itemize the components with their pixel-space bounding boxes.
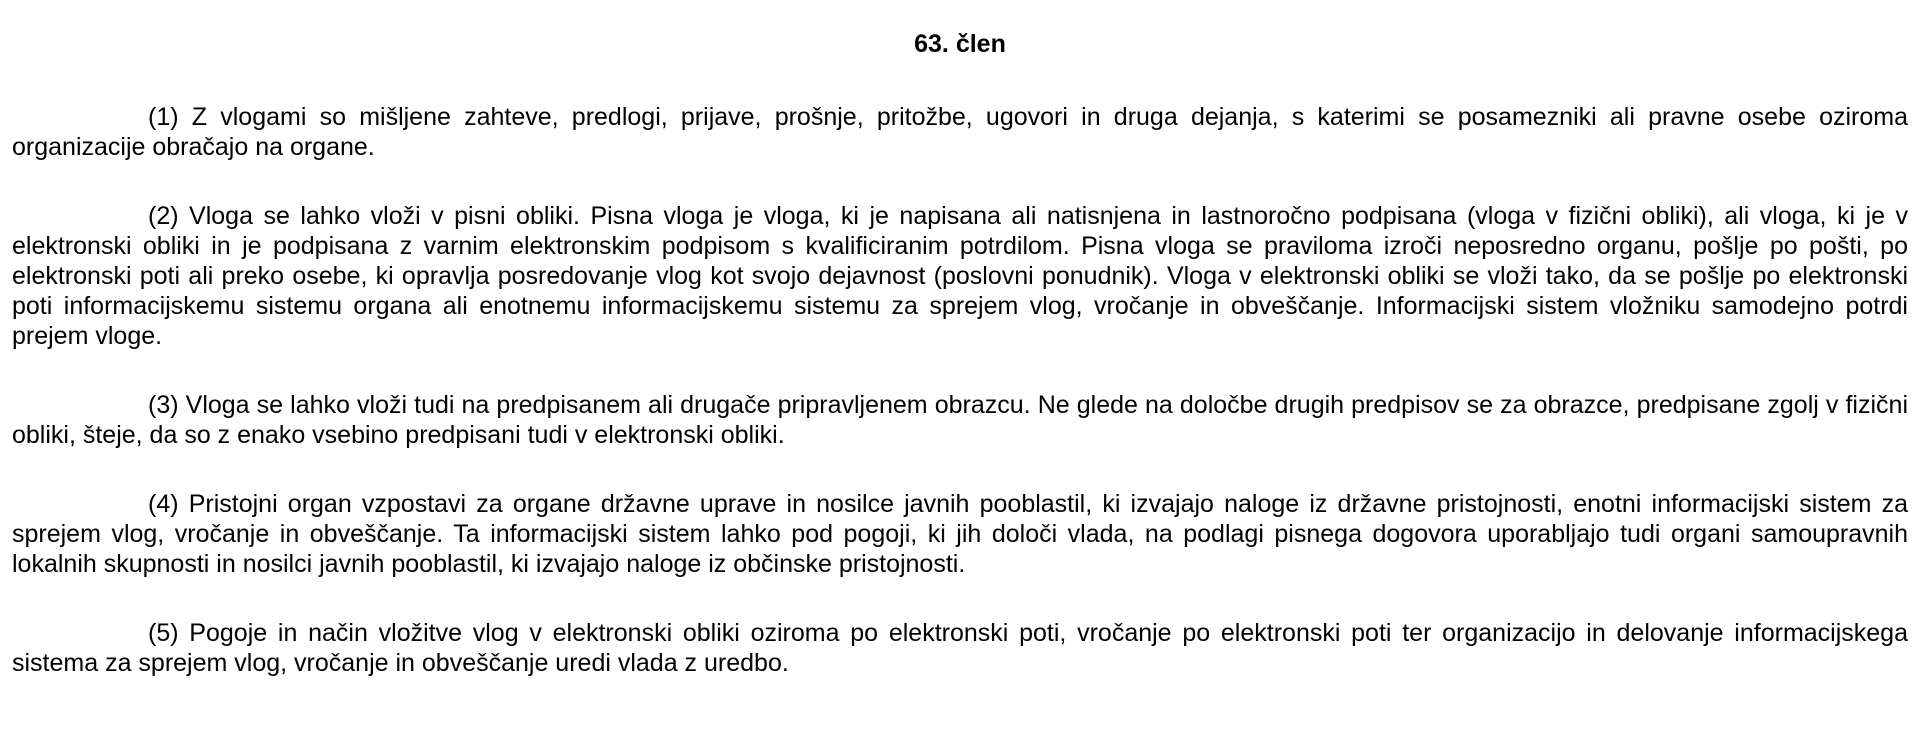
paragraph-4: (4) Pristojni organ vzpostavi za organe državne uprave in nosilce javnih pooblastil, ki izvajajo naloge iz državne pristojnosti, enotni informacijski sistem za sprejem vlog, vročanje in obveščanje. Ta informacijski sistem lahko pod pogoji, ki jih določi vlada, na podlagi pisnega dogovora uporabljajo tudi organi samoupravnih lokalnih skupnosti in nosilci javnih pooblastil, ki izvajajo naloge iz občinske pristojnosti. <box>12 490 1908 578</box>
paragraph-1: (1) Z vlogami so mišljene zahteve, predlogi, prijave, prošnje, pritožbe, ugovori in druga dejanja, s katerimi se posamezniki ali pravne osebe oziroma organizacije obračajo na organe. <box>12 103 1908 161</box>
paragraph-5: (5) Pogoje in način vložitve vlog v elektronski obliki oziroma po elektronski poti, vročanje po elektronski poti ter organizacijo in delovanje informacijskega sistema za sprejem vlog, vročanje in obveščanje uredi vlada z uredbo. <box>12 619 1908 677</box>
document-page <box>0 29 1920 756</box>
paragraph-3: (3) Vloga se lahko vloži tudi na predpisanem ali drugače pripravljenem obrazcu. Ne glede na določbe drugih predpisov se za obrazce, predpisane zgolj v fizični obliki, šteje, da so z enako vsebino predpisani tudi v elektronski obliki. <box>12 391 1908 449</box>
paragraph-2: (2) Vloga se lahko vloži v pisni obliki. Pisna vloga je vloga, ki je napisana ali natisnjena in lastnoročno podpisana (vloga v fizični obliki), ali vloga, ki je v elektronski obliki in je podpisana z varnim elektronskim podpisom s kvalificiranim potrdilom. Pisna vloga se praviloma izroči neposredno organu, pošlje po pošti, po elektronski poti ali preko osebe, ki opravlja posredovanje vlog kot svojo dejavnost (poslovni ponudnik). Vloga v elektronski obliki se vloži tako, da se pošlje po elektronski poti informacijskemu sistemu organa ali enotnemu informacijskemu sistemu za sprejem vlog, vročanje in obveščanje. Informacijski sistem vložniku samodejno potrdi prejem vloge. <box>12 202 1908 350</box>
article-title: 63. člen <box>914 30 1006 58</box>
